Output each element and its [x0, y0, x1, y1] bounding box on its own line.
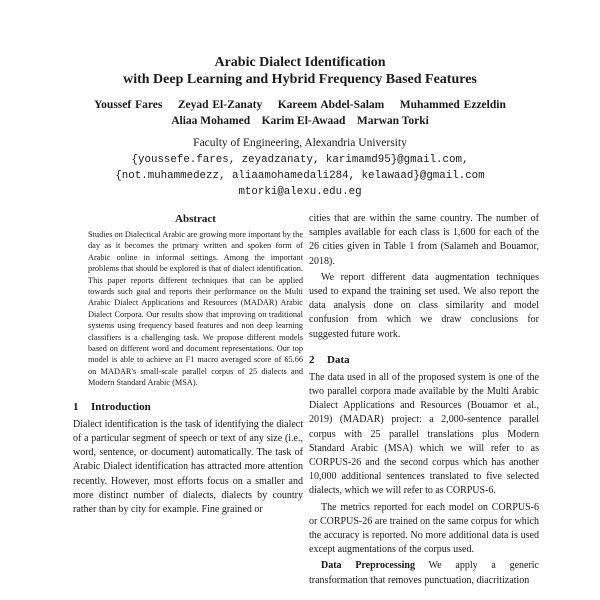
section-introduction-heading: [73, 400, 303, 414]
emails-line-3: mtorki@alexu.edu.eg: [238, 186, 362, 198]
paper-title-line-2: with Deep Learning and Hybrid Frequency Based Features: [123, 72, 477, 87]
section-title: Introduction: [91, 400, 151, 413]
paragraph-metrics: The metrics reported for each model on CORPUS-6 or CORPUS-26 are trained on the same corpus for which the accuracy is reported. No more additional data is used except augmentations of the corpus used.: [309, 501, 539, 556]
authors-line-2: Aliaa Mohamed Karim El-Awaad Marwan Torki: [171, 115, 429, 127]
left-column: [73, 212, 303, 517]
paragraph-augmentation: We report different data augmentation techniques used to expand the training set used. We also report the data analysis done on class similarity and model confusion from which we draw conclusions for suggested future work.: [309, 271, 539, 340]
section-data-heading: [309, 353, 539, 367]
section-number: 2: [309, 353, 315, 366]
preprocessing-text: We apply a generic transformation that removes punctuation, diacritization: [309, 560, 539, 586]
right-column: [309, 212, 539, 590]
section-number: 1: [73, 400, 79, 413]
paragraph-data: The data used in all of the proposed system is one of the two parallel corpora made available by the Multi Arabic Dialect Applications and Resources (Bouamor et al., 2019) (MADAR) project: a 2,000-sentence parallel corpus with 25 parallel translations plus Modern Standard Arabic (MSA) which we will refer to as CORPUS-26 and the second corpus which has another 10,000 additional sentences translated to five selected dialects, which we will refer to as CORPUS-6.: [309, 371, 539, 497]
introduction-paragraph: Dialect identification is the task of identifying the dialect of a particular segment of speech or text of any size (i.e., word, sentence, or document) automatically. The task of Arabic Dialect identification has attracted more attention recently. However, most efforts focus on a smaller and more distinct number of dialects, dialects by country rather than by city for example. Fine grained or: [73, 418, 303, 515]
abstract-text: Studies on Dialectical Arabic are growing more important by the day as it becomes the primary written and spoken form of Arabic online in informal settings. Among the important problems that should be explored is that of dialect identification. This paper reports different techniques that can be applied towards such goal and reports their performance on the Multi Arabic Dialect Applications and Resources (MADAR) Arabic Dialect Corpora. Our results show that improving on traditional systems using frequency based features and non deep learning classifiers is a challenging task. We propose different models based on different word and document representations. Our top model is able to achieve an F1 macro averaged score of 65.66 on MADAR's small-scale parallel corpus of 25 dialects and Modern Standard Arabic (MSA).: [88, 230, 303, 388]
emails-line-2: {not.muhammedezz, aliaamohamedali284, kelawaad}@gmail.com: [115, 170, 485, 182]
abstract-heading: Abstract: [175, 213, 216, 225]
affiliation: Faculty of Engineering, Alexandria University: [193, 137, 407, 149]
section-title: Data: [327, 353, 350, 366]
paper-title-line-1: Arabic Dialect Identification: [214, 55, 386, 70]
authors-line-1: Youssef Fares Zeyad El-Zanaty Kareem Abdel-Salam Muhammed Ezzeldin: [94, 99, 506, 111]
preprocessing-run-in-heading: Data Preprocessing: [321, 560, 415, 572]
paragraph-cities: cities that are within the same country. The number of samples available for each class is 1,600 for each of the 26 cities given in Table 1 from (Salameh and Bouamor, 2018).: [309, 213, 539, 267]
paragraph-preprocessing: [309, 559, 539, 587]
emails-line-1: {youssefe.fares, zeyadzanaty, karimamd95}@gmail.com,: [131, 154, 469, 166]
